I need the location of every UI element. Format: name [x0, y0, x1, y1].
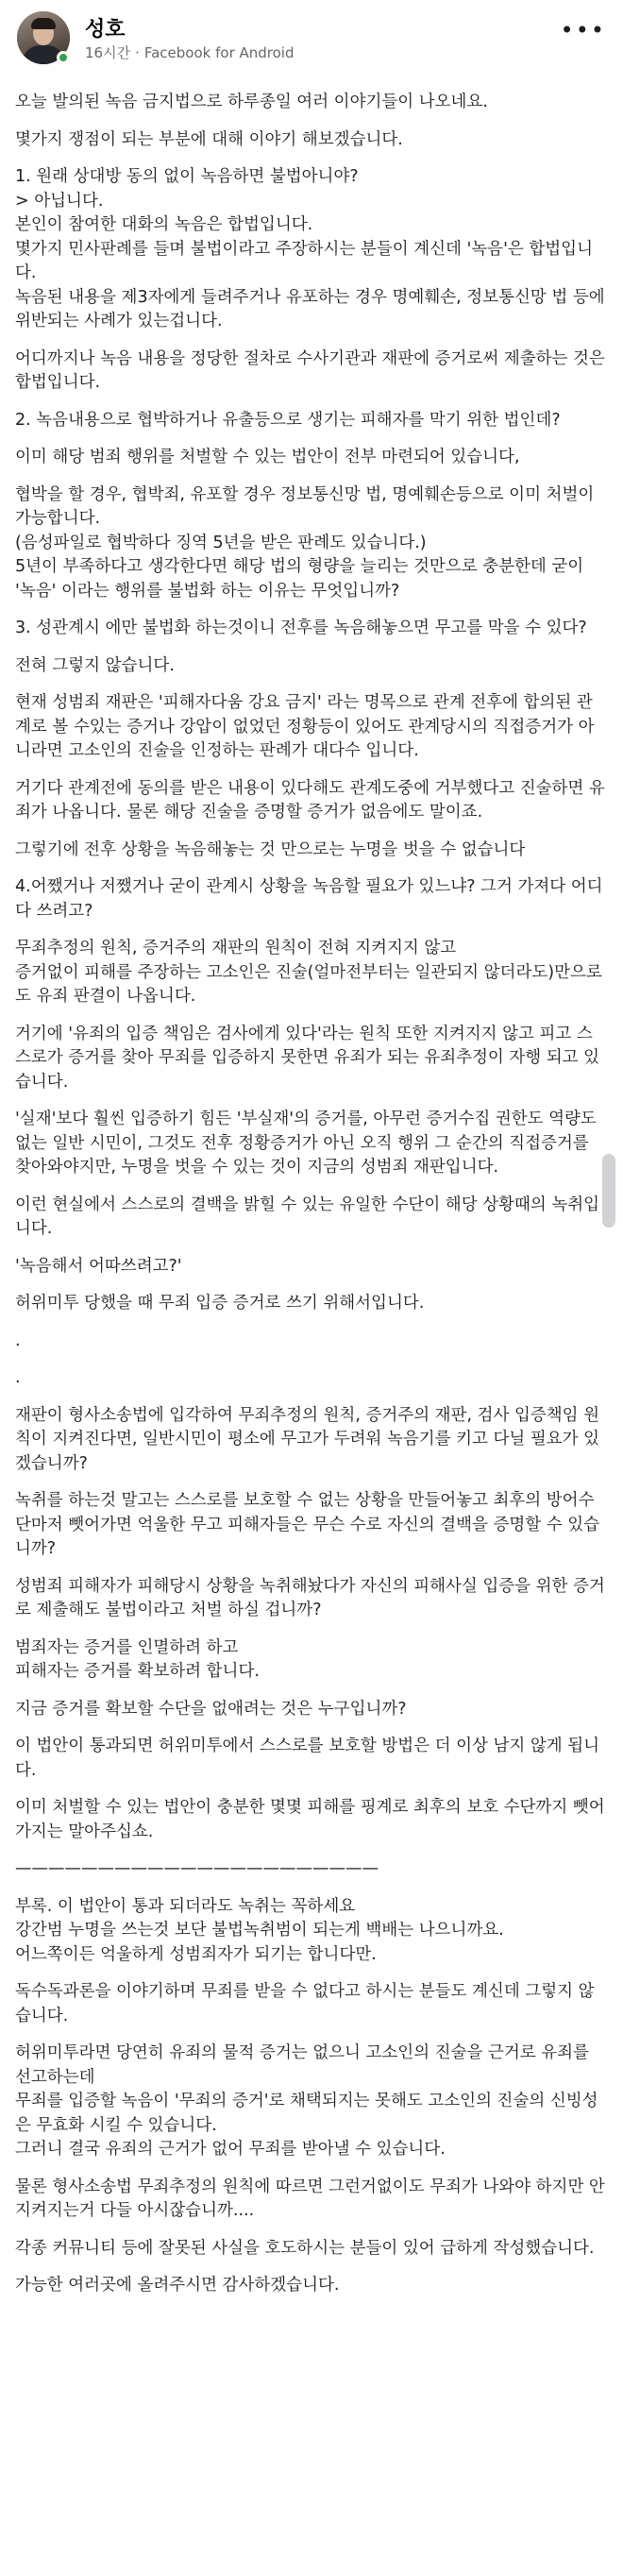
post-text-line: 몇가지 쟁점이 되는 부분에 대해 이야기 해보겠습니다. [15, 129, 403, 149]
paragraph-spacer [15, 1391, 608, 1404]
post-meta [85, 42, 295, 62]
post-source: Facebook for Android [143, 43, 295, 61]
online-status-dot [57, 51, 70, 64]
author-name[interactable]: 성호 [85, 18, 126, 42]
paragraph-spacer [15, 1279, 608, 1292]
post-text-line: 그렇기에 전후 상황을 녹음해놓는 것 만으로는 누명을 벗을 수 없습니다 [15, 839, 526, 859]
post-text-line: 2. 녹음내용으로 협박하거나 유출등으로 생기는 피해자를 막기 위한 법인데? [15, 410, 561, 430]
paragraph-spacer [15, 2224, 608, 2237]
paragraph-spacer [15, 1783, 608, 1796]
post-text-line: 3. 성관계시 에만 불법화 하는것이니 전후를 녹음해놓으면 무고를 막을 수 있다? [15, 619, 587, 637]
post-text-line: 어디까지나 녹음 내용을 정당한 절차로 수사기관과 재판에 증거로써 제출하는 것은 합법입니다. [15, 348, 605, 392]
paragraph-spacer [15, 432, 608, 446]
paragraph-spacer [15, 2261, 608, 2274]
paragraph-spacer [15, 334, 608, 347]
post-text-line: '녹음해서 어따쓰려고?' [15, 1256, 182, 1276]
paragraph-spacer [15, 764, 608, 777]
paragraph-spacer [15, 1967, 608, 1980]
post-text-line: 전혀 그렇지 않습니다. [15, 655, 175, 675]
post-text-line: 강간범 누명을 쓰는것 보단 불법녹취범이 되는게 백배는 나으니까요. [15, 1921, 504, 1940]
post-text-line: 어느쪽이든 억울하게 성범죄자가 되기는 합니다만. [15, 1944, 377, 1964]
paragraph-spacer [15, 1353, 608, 1366]
paragraph-spacer [15, 152, 608, 165]
paragraph-spacer [15, 2028, 608, 2042]
paragraph-spacer [15, 1882, 608, 1895]
paragraph-spacer [15, 1009, 608, 1023]
post-text-line: 범죄자는 증거를 인멸하려 하고 [15, 1637, 239, 1657]
post-text-line: 독수독과론을 이야기하며 무죄를 받을 수 없다고 하시는 분들도 계신데 그렇지 않습니다. [15, 1982, 595, 2025]
post-text-line: 허위미투 당했을 때 무죄 입증 증거로 쓰기 위해서입니다. [15, 1294, 425, 1313]
post-text-line: 4.어쨌거나 저쨌거나 굳이 관계시 상황을 녹음할 필요가 있느냐? 그거 가져다 어디다 쓰려고? [15, 877, 603, 921]
post-text-line: 성범죄 피해자가 피해당시 상황을 녹취해놨다가 자신의 피해사실 입증을 위한 증거로 제출해도 불법이라고 처벌 하실 겁니까? [15, 1576, 605, 1619]
post-text-line: 5년이 부족하다고 생각한다면 해당 법의 형량을 늘리는 것만으로 충분한데 굳이 '녹음' 이라는 행위를 불법화 하는 이유는 무엇입니까? [15, 557, 584, 601]
post-text-line: 물론 형사소송법 무죄추정의 원칙에 따르면 그런거없이도 무죄가 나와야 하지만 안 지켜지는거 다들 아시잖습니까.... [15, 2177, 605, 2220]
paragraph-spacer [15, 115, 608, 128]
paragraph-spacer [15, 470, 608, 483]
post-text-line: . [15, 1368, 21, 1387]
paragraph-spacer [15, 1316, 608, 1330]
paragraph-spacer [15, 1094, 608, 1108]
post-text-line: —————————————————————— [15, 1859, 379, 1878]
paragraph-spacer [15, 1180, 608, 1194]
meta-separator: · [135, 43, 140, 61]
post-text-line: 부록. 이 법안이 통과 되더라도 녹취는 꼭하세요 [15, 1896, 356, 1916]
post-text-line: 협박을 할 경우, 협박죄, 유포할 경우 정보통신망 법, 명예훼손등으로 이미 처벌이 가능합니다. [15, 484, 595, 528]
paragraph-spacer [15, 1623, 608, 1636]
post-text-line: 녹음된 내용을 제3자에게 들려주거나 유포하는 경우 명예훼손, 정보통신망 법 등에 위반되는 사례가 있는겁니다. [15, 287, 605, 330]
post-text-line: 이미 해당 범죄 행위를 처벌할 수 있는 법안이 전부 마련되어 있습니다, [15, 448, 520, 466]
paragraph-spacer [15, 678, 608, 691]
post-text-line: 이 법안이 통과되면 허위미투에서 스스로를 보호할 방법은 더 이상 남지 않게 됩니다. [15, 1737, 600, 1780]
post-text-line: 녹취를 하는것 말고는 스스로를 보호할 수 없는 상황을 만들어놓고 최후의 방어수단마저 뺏어가면 억울한 무고 피해자들은 무슨 수로 자신의 결백을 증명할 수 있습니까? [15, 1491, 600, 1558]
paragraph-spacer [15, 924, 608, 937]
paragraph-spacer [15, 1476, 608, 1489]
paragraph-spacer [15, 1721, 608, 1735]
post-text-line: 본인이 참여한 대화의 녹음은 합법입니다. [15, 215, 313, 234]
post-text-line: 이미 처벌할 수 있는 법안이 충분한 몇몇 피해를 핑계로 최후의 보호 수단까지 뺏어가지는 말아주십쇼. [15, 1798, 605, 1841]
post-text-line: > 아닙니다. [15, 191, 104, 211]
post-header [0, 0, 623, 91]
post-text-line: 무죄를 입증할 녹음이 '무죄의 증거'로 채택되지는 못해도 고소인의 진술의 신빙성은 무효화 시킬 수 있습니다. [15, 2092, 598, 2135]
post-text-line: (음성파일로 협박하다 징역 5년을 받은 판례도 있습니다.) [15, 533, 427, 552]
paragraph-spacer [15, 396, 608, 409]
paragraph-spacer [15, 1685, 608, 1698]
post-text-line: 증거없이 피해를 주장하는 고소인은 진술(얼마전부터는 일관되지 않더라도)만으로도 유죄 판결이 나옵니다. [15, 962, 602, 1006]
post-text-line: 거기에 '유죄의 입증 책임은 검사에게 있다'라는 원칙 또한 지켜지지 않고 피고 스스로가 증거를 찾아 무죄를 입증하지 못한면 유죄가 되는 유죄추정이 자행 되고 있습니다. [15, 1024, 600, 1092]
scrollbar-thumb[interactable] [602, 1154, 615, 1228]
post-text-line: 현재 성범죄 재판은 '피해자다움 강요 금지' 라는 명목으로 관계 전후에 합의된 관계로 볼 수있는 증거나 강압이 없었던 정황등이 있어도 관계당시의 직접증거가 아니라면 고소인의 진술을 인정하는 판례가 대다수 입니다. [15, 693, 595, 760]
post-text-line: 무죄추정의 원칙, 증거주의 재판의 원칙이 전혀 지켜지지 않고 [15, 939, 457, 958]
paragraph-spacer [15, 2162, 608, 2176]
post-body [0, 91, 623, 2298]
paragraph-spacer [15, 603, 608, 617]
post-text-line: 각종 커뮤니티 등에 잘못된 사실을 호도하시는 분들이 있어 급하게 작성했습니다. [15, 2238, 595, 2258]
post-text-line: 1. 원래 상대방 동의 없이 녹음하면 불법아니야? [15, 167, 359, 186]
post-text-line: 재판이 형사소송법에 입각하여 무죄추정의 원칙, 증거주의 재판, 검사 입증책임 원칙이 지켜진다면, 일반시민이 평소에 무고가 두려워 녹음기를 키고 다닐 필요가 있겠습니까? [15, 1405, 600, 1473]
post-text-line: 이런 현실에서 스스로의 결백을 밝힐 수 있는 유일한 수단이 해당 상황때의 녹취입니다. [15, 1195, 600, 1238]
post-time[interactable]: 16시간 [85, 44, 131, 61]
paragraph-spacer [15, 862, 608, 875]
more-dots-icon: ••• [560, 17, 606, 43]
paragraph-spacer [15, 1562, 608, 1575]
paragraph-spacer [15, 641, 608, 654]
post-text-line: 거기다 관계전에 동의를 받은 내용이 있다해도 관계도중에 거부했다고 진술하면 유죄가 나옵니다. 물론 해당 진술을 증명할 증거가 없음에도 말이죠. [15, 778, 605, 822]
post-text-line: 지금 증거를 확보할 수단을 없애려는 것은 누구입니까? [15, 1699, 407, 1719]
post-text-line: 가능한 여러곳에 올려주시면 감사하겠습니다. [15, 2276, 340, 2295]
post-text-line: 그러니 결국 유죄의 근거가 없어 무죄를 받아낼 수 있습니다. [15, 2140, 446, 2159]
paragraph-spacer [15, 1844, 608, 1857]
paragraph-spacer [15, 825, 608, 839]
post-text-line: '실재'보다 훨씬 입증하기 힘든 '부실재'의 증거를, 아무런 증거수집 권한도 역량도 없는 일반 시민이, 그것도 전후 정황증거가 아닌 오직 행위 그 순간의 직접증거를 찾아와야지만, 누명을 벗을 수 있는 것이 지금의 성범죄 재판입니다. [15, 1110, 597, 1177]
post-text-line: 허위미투라면 당연히 유죄의 물적 증거는 없으니 고소인의 진술을 근거로 유죄를 선고하는데 [15, 2043, 589, 2087]
post-text-line: 오늘 발의된 녹음 금지법으로 하루종일 여러 이야기들이 나오네요. [15, 93, 488, 111]
post-text-line: . [15, 1330, 21, 1350]
more-options-button[interactable] [561, 19, 606, 42]
post-text-line: 피해자는 증거를 확보하려 합니다. [15, 1662, 260, 1681]
paragraph-spacer [15, 1242, 608, 1255]
post-text-line: 몇가지 민사판례를 들며 불법이라고 주장하시는 분들이 계신데 '녹음'은 합법입니다. [15, 239, 593, 282]
